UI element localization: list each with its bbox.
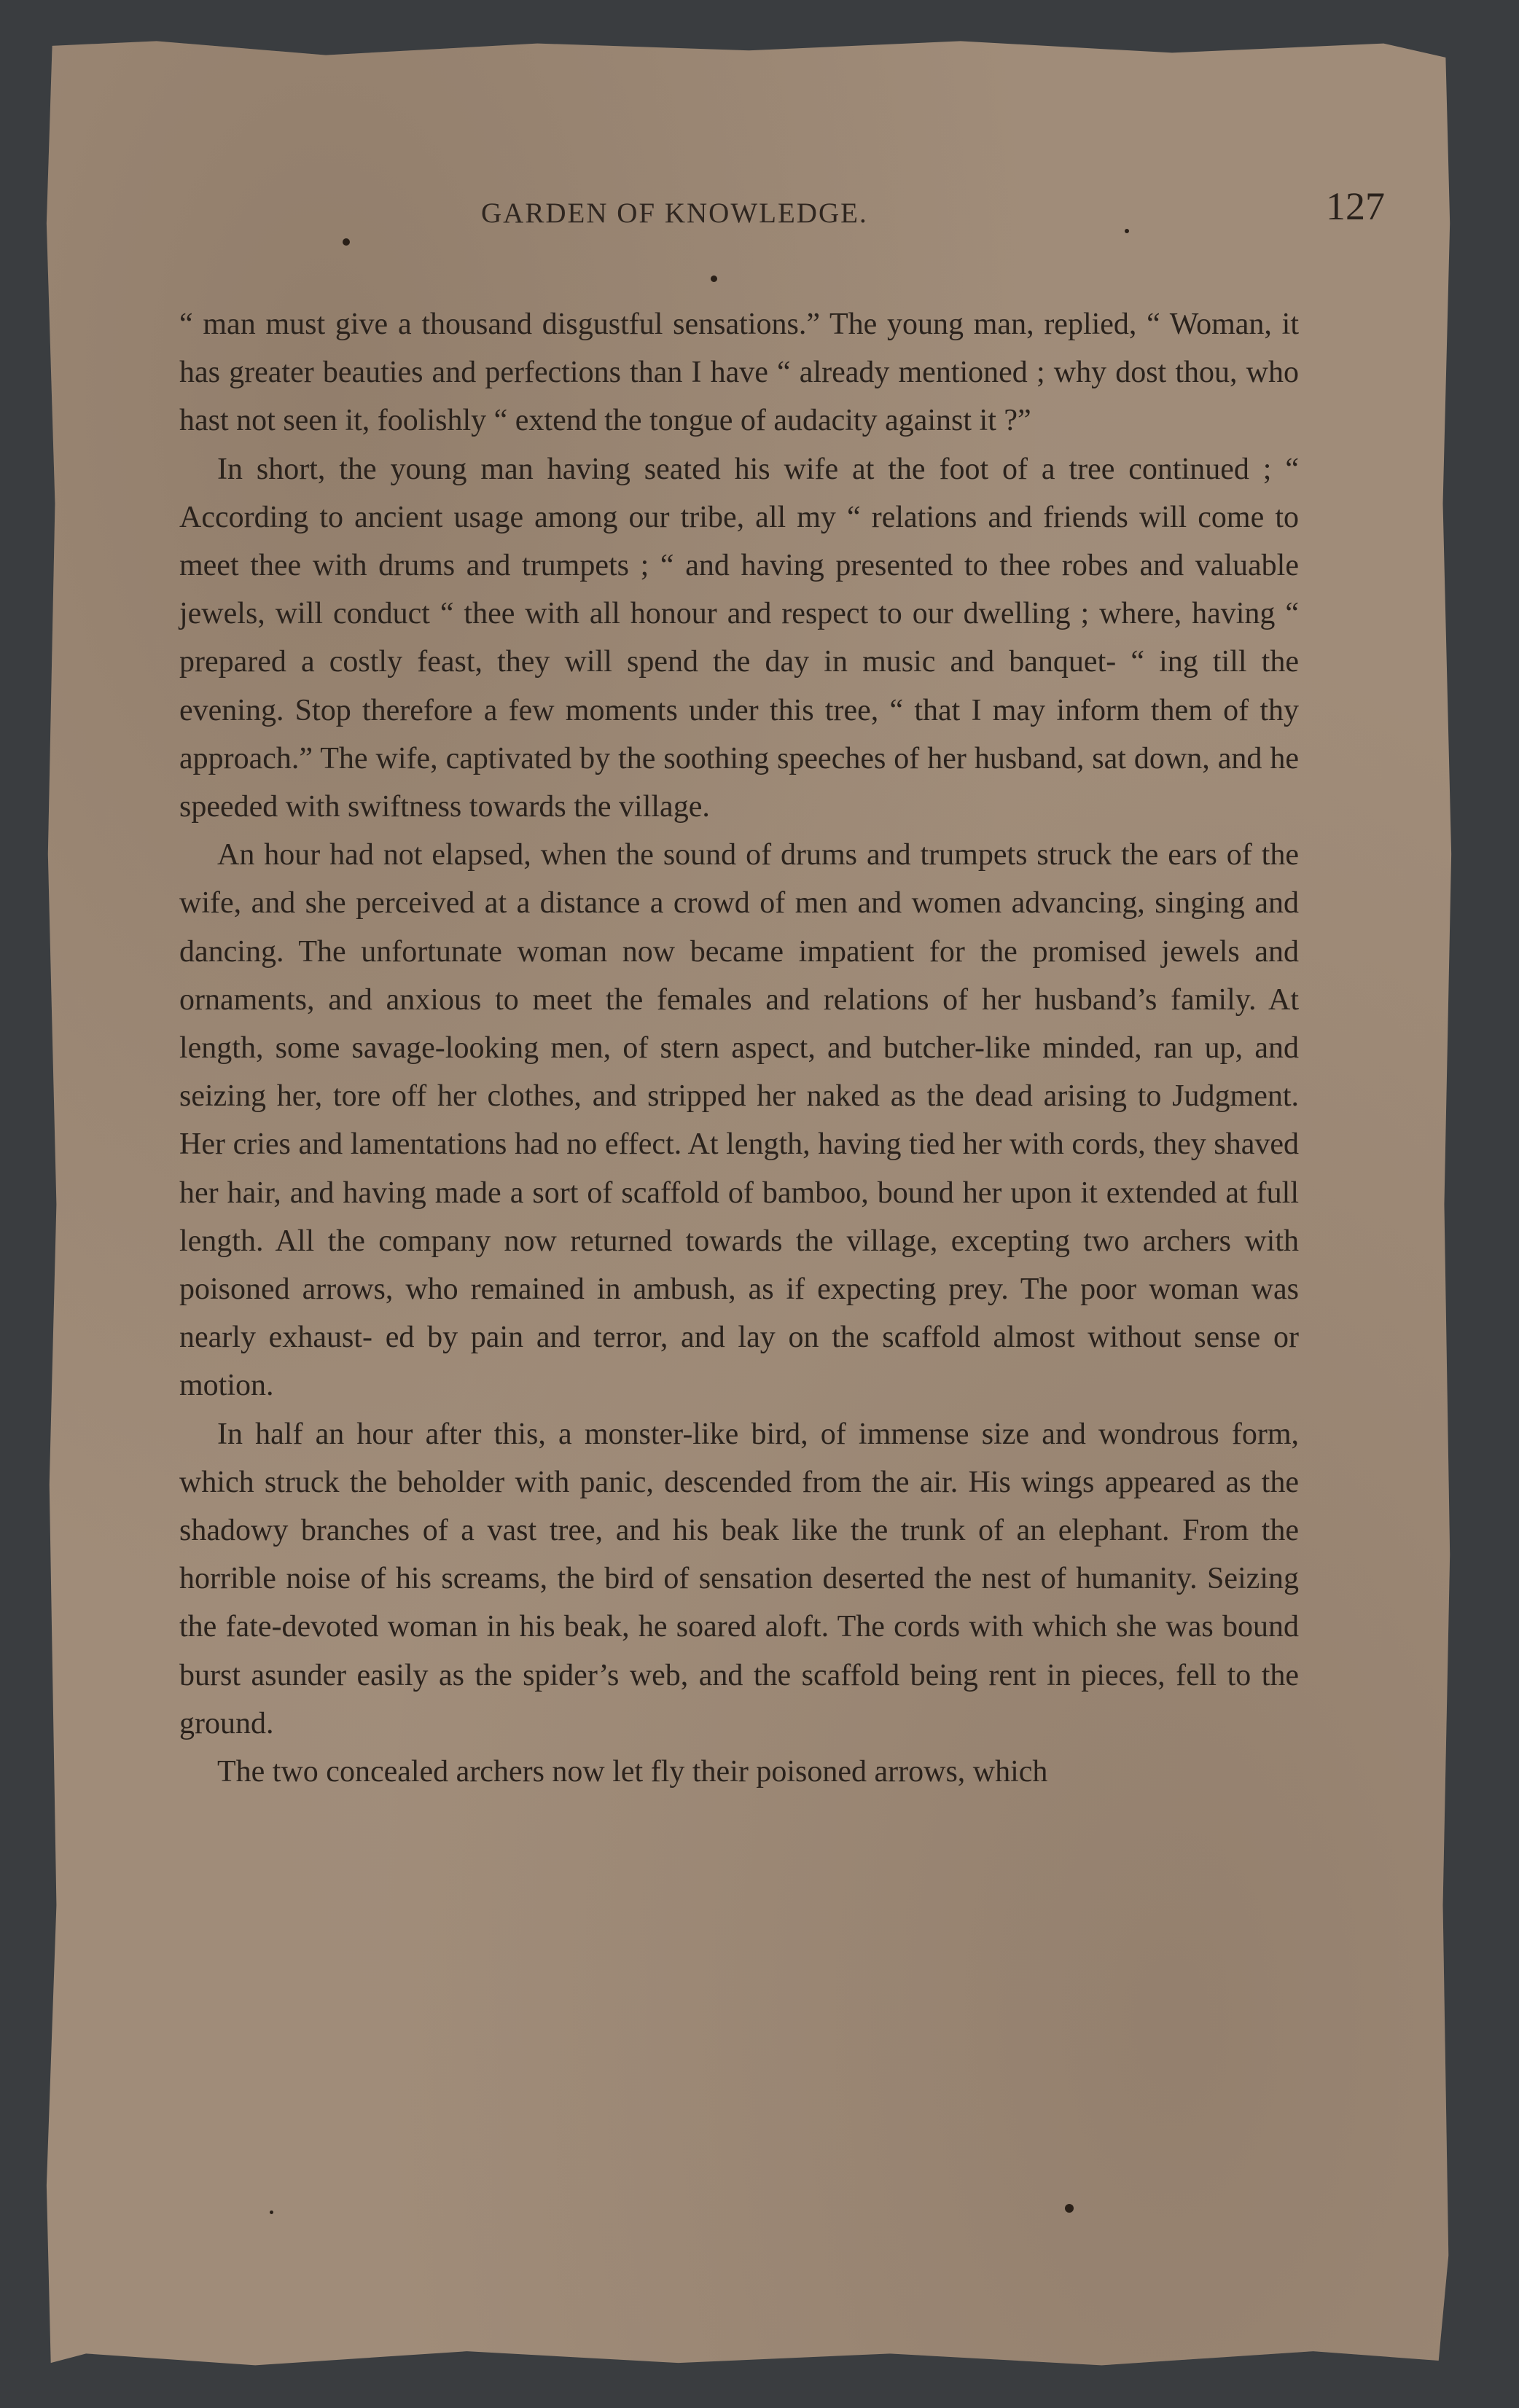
paragraph: “ man must give a thousand disgustful sensations.” The young man, replied, “ Woman, it has greater beauties and perfections than I have “ already mentioned ; why dost thou, who hast not seen it, foolishly “ extend the tongue of audacity against it ?”: [179, 308, 1299, 438]
paragraph: The two concealed archers now let fly their poisoned arrows, which: [217, 1755, 1048, 1789]
ink-speck: [711, 275, 717, 282]
ink-speck: [270, 2210, 273, 2214]
page-header: [124, 184, 1385, 242]
body-text: [179, 300, 1299, 1796]
ink-speck: [1125, 229, 1129, 233]
paragraph: In half an hour after this, a monster-like bird, of immense size and wondrous form, which struck the beholder with panic, descended from the air. His wings appeared as the shadowy branches of a vast tree, and his beak like the trunk of an elephant. From the horrible noise of his screams, the bird of sensation deserted the nest of humanity. Seizing the fate-devoted woman in his beak, he soared aloft. The cords with which she was bound burst asunder easily as the spider’s web, and the scaffold being rent in pieces, fell to the ground.: [179, 1417, 1299, 1740]
ink-speck: [343, 238, 350, 246]
paragraph: An hour had not elapsed, when the sound of drums and trumpets struck the ears of the wife, and she perceived at a distance a crowd of men and women advancing, singing and dancing. The unfortunate woman now became impatient for the promised jewels and ornaments, and anxious to meet the females and relations of her husband’s family. At length, some savage-looking men, of stern aspect, and butcher-like minded, ran up, and seizing her, tore off her clothes, and stripped her naked as the dead arising to Judgment. Her cries and lamentations had no effect. At length, having tied her with cords, they shaved her hair, and having made a sort of scaffold of bamboo, bound her upon it extended at full length. All the company now returned towards the village, excepting two archers with poisoned arrows, who remained in ambush, as if expecting prey. The poor woman was nearly exhaust- ed by pain and terror, and lay on the scaffold almost without sense or motion.: [179, 838, 1299, 1403]
paragraph: In short, the young man having seated his wife at the foot of a tree continued ; “ According to ancient usage among our tribe, all my “ relations and friends will come to meet thee with drums and trumpets ; “ and having presented to thee robes and valuable jewels, will conduct “ thee with all honour and respect to our dwelling ; where, having “ prepared a costly feast, they will spend the day in music and banquet- “ ing till the evening. Stop therefore a few moments under this tree, “ that I may inform them of thy approach.” The wife, captivated by the soothing speeches of her husband, sat down, and he speeded with swiftness towards the village.: [179, 452, 1299, 824]
ink-speck: [1065, 2204, 1074, 2213]
running-head: GARDEN OF KNOWLEDGE.: [481, 198, 868, 229]
page-number: 127: [1326, 184, 1385, 228]
